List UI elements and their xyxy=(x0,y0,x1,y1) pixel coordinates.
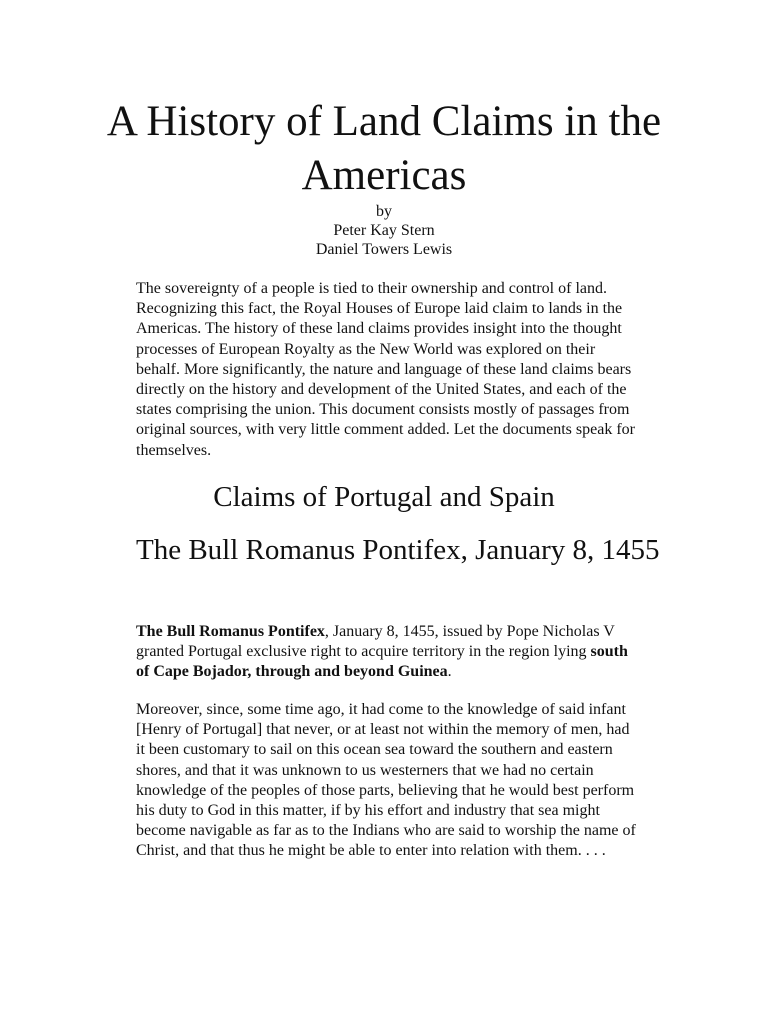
author-name: Daniel Towers Lewis xyxy=(315,241,453,258)
bull-paragraph-text: , January 8, 1455, issued by Pope Nicholas V granted Portugal exclusive right to acquire territory in the region lying xyxy=(136,623,615,661)
bull-title-bold: The Bull Romanus Pontifex xyxy=(136,623,325,640)
subsection-heading: The Bull Romanus Pontifex, January 8, 1455 xyxy=(136,534,660,566)
quote-paragraph: Moreover, since, some time ago, it had come to the knowledge of said infant [Henry of Portugal] that never, or at least not within the memory of men, had it been customary to sail on this ocean sea toward the southern and eastern shores, and that it was unknown to us westerners that we had no certain knowledge of the peoples of those parts, believing that he would best perform his duty to God in this matter, if by his effort and industry that sea might become navigable as far as to the Indians who are said to worship the name of Christ, and that thus he might be able to enter into relation with them. . . . xyxy=(136,701,636,860)
bull-paragraph-end: . xyxy=(447,663,452,681)
section-heading: Claims of Portugal and Spain xyxy=(213,481,555,513)
byline xyxy=(184,202,584,259)
byline-by: by xyxy=(376,203,392,220)
bull-paragraph xyxy=(136,622,636,683)
author-name: Peter Kay Stern xyxy=(333,222,435,239)
bull-region-bold: south of Cape Bojador, through and beyond Guinea xyxy=(136,643,628,681)
document-title: A History of Land Claims in the Americas xyxy=(106,98,662,199)
intro-paragraph: The sovereignty of a people is tied to their ownership and control of land. Recognizing this fact, the Royal Houses of Europe laid claim to lands in the Americas. The history of these land claims provides insight into the thought processes of European Royalty as the New World was explored on their behalf. More significantly, the nature and language of these land claims bears directly on the history and development of the United States, and each of the states comprising the union. This document consists mostly of passages from original sources, with very little comment added. Let the documents speak for themselves. xyxy=(136,280,635,459)
